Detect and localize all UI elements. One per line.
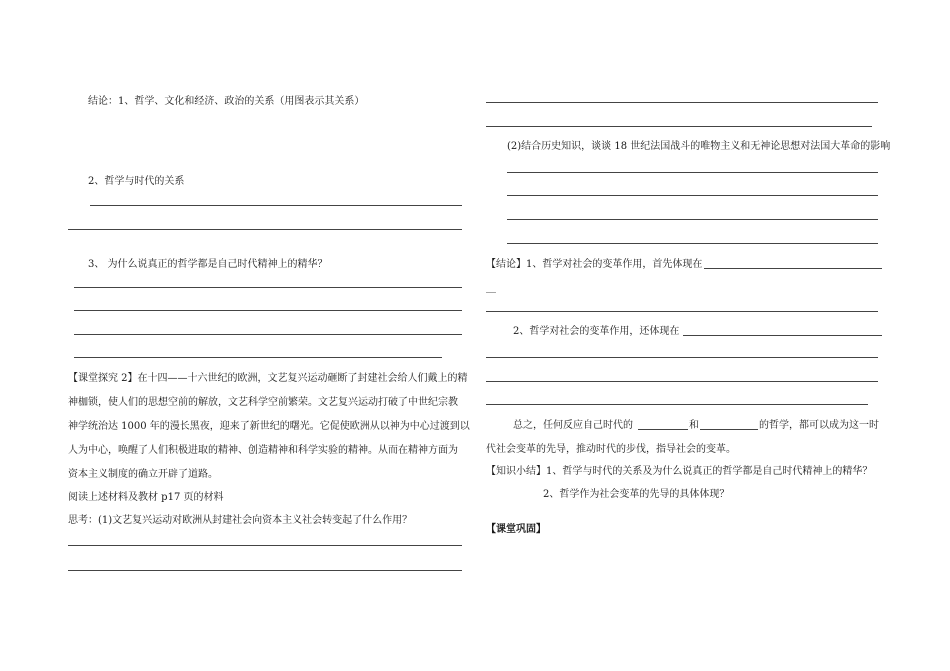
result-1: 【结论】1、哲学对社会的变革作用，首先体现在	[486, 259, 703, 270]
answer-line	[486, 126, 872, 127]
answer-line	[486, 102, 878, 103]
answer-line	[507, 195, 878, 196]
answer-line	[90, 205, 462, 206]
fill-blank	[704, 268, 882, 269]
fill-blank	[683, 335, 882, 336]
answer-line	[68, 229, 462, 230]
answer-line	[507, 219, 878, 220]
answer-line	[74, 334, 462, 335]
conclusion-1: 结论：1、哲学、文化和经济、政治的关系（用图表示其关系）	[88, 96, 365, 107]
answer-line	[486, 311, 878, 312]
answer-line	[74, 287, 462, 288]
fill-blank	[700, 429, 758, 430]
answer-line	[74, 310, 462, 311]
answer-line	[507, 172, 878, 173]
result-2: 2、哲学对社会的变革作用，还体现在	[513, 326, 680, 337]
read-material: 阅读上述材料及教材 p17 页的材料	[68, 492, 224, 503]
fill-blank	[638, 429, 688, 430]
answer-line	[74, 357, 442, 358]
summary-part-a: 总之，任何反应自己时代的	[513, 420, 633, 431]
inquiry-line: 人为中心，唤醒了人们积极进取的精神、创造精神和科学实验的精神。从而在精神方面为	[68, 445, 458, 456]
answer-line	[68, 545, 462, 546]
inquiry-line: 神枷锁，使人们的思想空前的解放，文艺科学空前繁荣。文艺复兴运动打破了中世纪宗教	[68, 397, 458, 408]
result-1-wrap: __	[486, 282, 496, 293]
answer-line	[486, 357, 878, 358]
answer-line	[486, 381, 878, 382]
answer-line	[486, 404, 868, 405]
summary-line-2: 代社会变革的先导，推动时代的步伐，指导社会的变革。	[486, 444, 736, 455]
classroom-consolidation: 【课堂巩固】	[486, 524, 546, 535]
summary-part-c: 的哲学，都可以成为这一时	[759, 420, 879, 431]
inquiry-line: 【课堂探究 2】在十四——十六世纪的欧洲，文艺复兴运动砸断了封建社会给人们戴上的精	[68, 373, 468, 384]
inquiry-line: 资本主义制度的确立开辟了道路。	[68, 469, 218, 480]
question-2: (2)结合历史知识，谈谈 18 世纪法国战斗的唯物主义和无神论思想对法国大革命的影响	[507, 141, 891, 152]
knowledge-summary-2: 2、哲学作为社会变革的先导的具体体现？	[543, 489, 730, 500]
conclusion-2: 2、哲学与时代的关系	[88, 176, 185, 187]
answer-line	[507, 243, 878, 244]
answer-line	[68, 570, 462, 571]
think-question-1: 思考：(1)文艺复兴运动对欧洲从封建社会向资本主义社会转变起了什么作用？	[68, 515, 413, 526]
question-3: 3、 为什么说真正的哲学都是自己时代精神上的精华？	[88, 259, 328, 270]
summary-part-b: 和	[689, 420, 699, 431]
inquiry-line: 神学统治达 1000 年的漫长黑夜，迎来了新世纪的曙光。它促使欧洲从以神为中心过渡到以	[68, 421, 470, 432]
knowledge-summary-1: 【知识小结】1、哲学与时代的关系及为什么说真正的哲学都是自己时代精神上的精华？	[486, 466, 873, 477]
